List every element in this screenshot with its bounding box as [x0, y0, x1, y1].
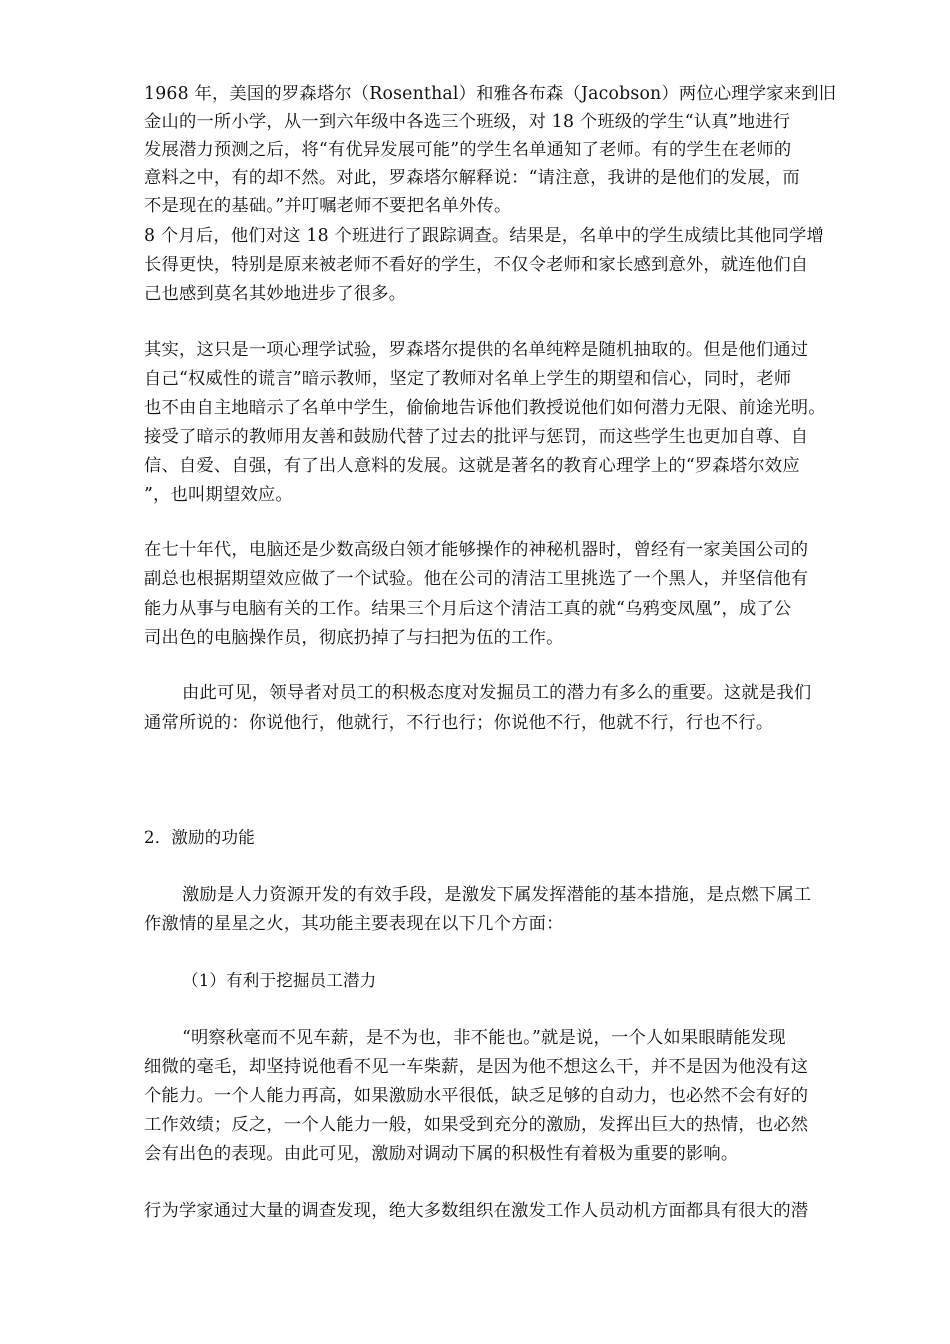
- paragraph-line: 能力从事与电脑有关的工作。结果三个月后这个清洁工真的就“乌鸦变凤凰”，成了公: [144, 599, 792, 619]
- paragraph-line: 工作效绩；反之，一个人能力一般，如果受到充分的激励，发挥出巨大的热情，也必然: [144, 1115, 809, 1135]
- paragraph-line: 激励是人力资源开发的有效手段，是激发下属发挥潜能的基本措施，是点燃下属工: [182, 885, 812, 905]
- paragraph-line: 发展潜力预测之后，将“有优异发展可能”的学生名单通知了老师。有的学生在老师的: [144, 140, 792, 160]
- paragraph-line: 接受了暗示的教师用友善和鼓励代替了过去的批评与惩罚，而这些学生也更加自尊、自: [144, 427, 809, 447]
- subsection-heading: （1）有利于挖掘员工潜力: [182, 971, 377, 990]
- paragraph-line: 其实，这只是一项心理学试验，罗森塔尔提供的名单纯粹是随机抽取的。但是他们通过: [144, 340, 809, 360]
- paragraph-line: 自己“权威性的谎言”暗示教师，坚定了教师对名单上学生的期望和信心，同时，老师: [144, 369, 792, 389]
- paragraph-line: 通常所说的：你说他行，他就行，不行也行；你说他不行，他就不行，行也不行。: [144, 713, 774, 733]
- paragraph-line: 细微的毫毛，却坚持说他看不见一车柴薪，是因为他不想这么干，并不是因为他没有这: [144, 1057, 809, 1077]
- paragraph-line: 作激情的星星之火，其功能主要表现在以下几个方面：: [144, 914, 564, 934]
- paragraph-line: 不是现在的基础。”并叮嘱老师不要把名单外传。: [144, 196, 512, 216]
- paragraph-line: 8 个月后，他们对这 18 个班进行了跟踪调查。结果是，名单中的学生成绩比其他同学增: [144, 226, 824, 246]
- paragraph-line: 意料之中，有的却不然。对此，罗森塔尔解释说：“请注意，我讲的是他们的发展，而: [144, 168, 800, 188]
- paragraph-line: 司出色的电脑操作员，彻底扔掉了与扫把为伍的工作。: [144, 628, 564, 648]
- paragraph-line: 金山的一所小学，从一到六年级中各选三个班级，对 18 个班级的学生“认真”地进行: [144, 112, 791, 132]
- paragraph-line: 会有出色的表现。由此可见，激励对调动下属的积极性有着极为重要的影响。: [144, 1144, 739, 1164]
- section-heading: 2．激励的功能: [144, 828, 255, 847]
- paragraph-line: 在七十年代，电脑还是少数高级白领才能够操作的神秘机器时，曾经有一家美国公司的: [144, 540, 809, 560]
- paragraph-line: “明察秋毫而不见车薪，是不为也，非不能也。”就是说，一个人如果眼睛能发现: [182, 1028, 786, 1048]
- paragraph-line: 行为学家通过大量的调查发现，绝大多数组织在激发工作人员动机方面都具有很大的潜: [144, 1201, 809, 1221]
- paragraph-line: 长得更快，特别是原来被老师不看好的学生，不仅令老师和家长感到意外，就连他们自: [144, 255, 809, 275]
- paragraph-line: ”，也叫期望效应。: [144, 485, 293, 505]
- paragraph-line: 1968 年，美国的罗森塔尔（Rosenthal）和雅各布森（Jacobson）两位心理学家来到旧: [144, 84, 837, 104]
- paragraph-line: 己也感到莫名其妙地进步了很多。: [144, 284, 407, 304]
- paragraph-line: 个能力。一个人能力再高，如果激励水平很低，缺乏足够的自动力，也必然不会有好的: [144, 1086, 809, 1106]
- paragraph-line: 也不由自主地暗示了名单中学生，偷偷地告诉他们教授说他们如何潜力无限、前途光明。: [144, 398, 826, 418]
- paragraph-line: 信、自爱、自强，有了出人意料的发展。这就是著名的教育心理学上的“罗森塔尔效应: [144, 456, 800, 476]
- paragraph-line: 副总也根据期望效应做了一个试验。他在公司的清洁工里挑选了一个黑人，并坚信他有: [144, 569, 809, 589]
- paragraph-line: 由此可见，领导者对员工的积极态度对发掘员工的潜力有多么的重要。这就是我们: [182, 683, 812, 703]
